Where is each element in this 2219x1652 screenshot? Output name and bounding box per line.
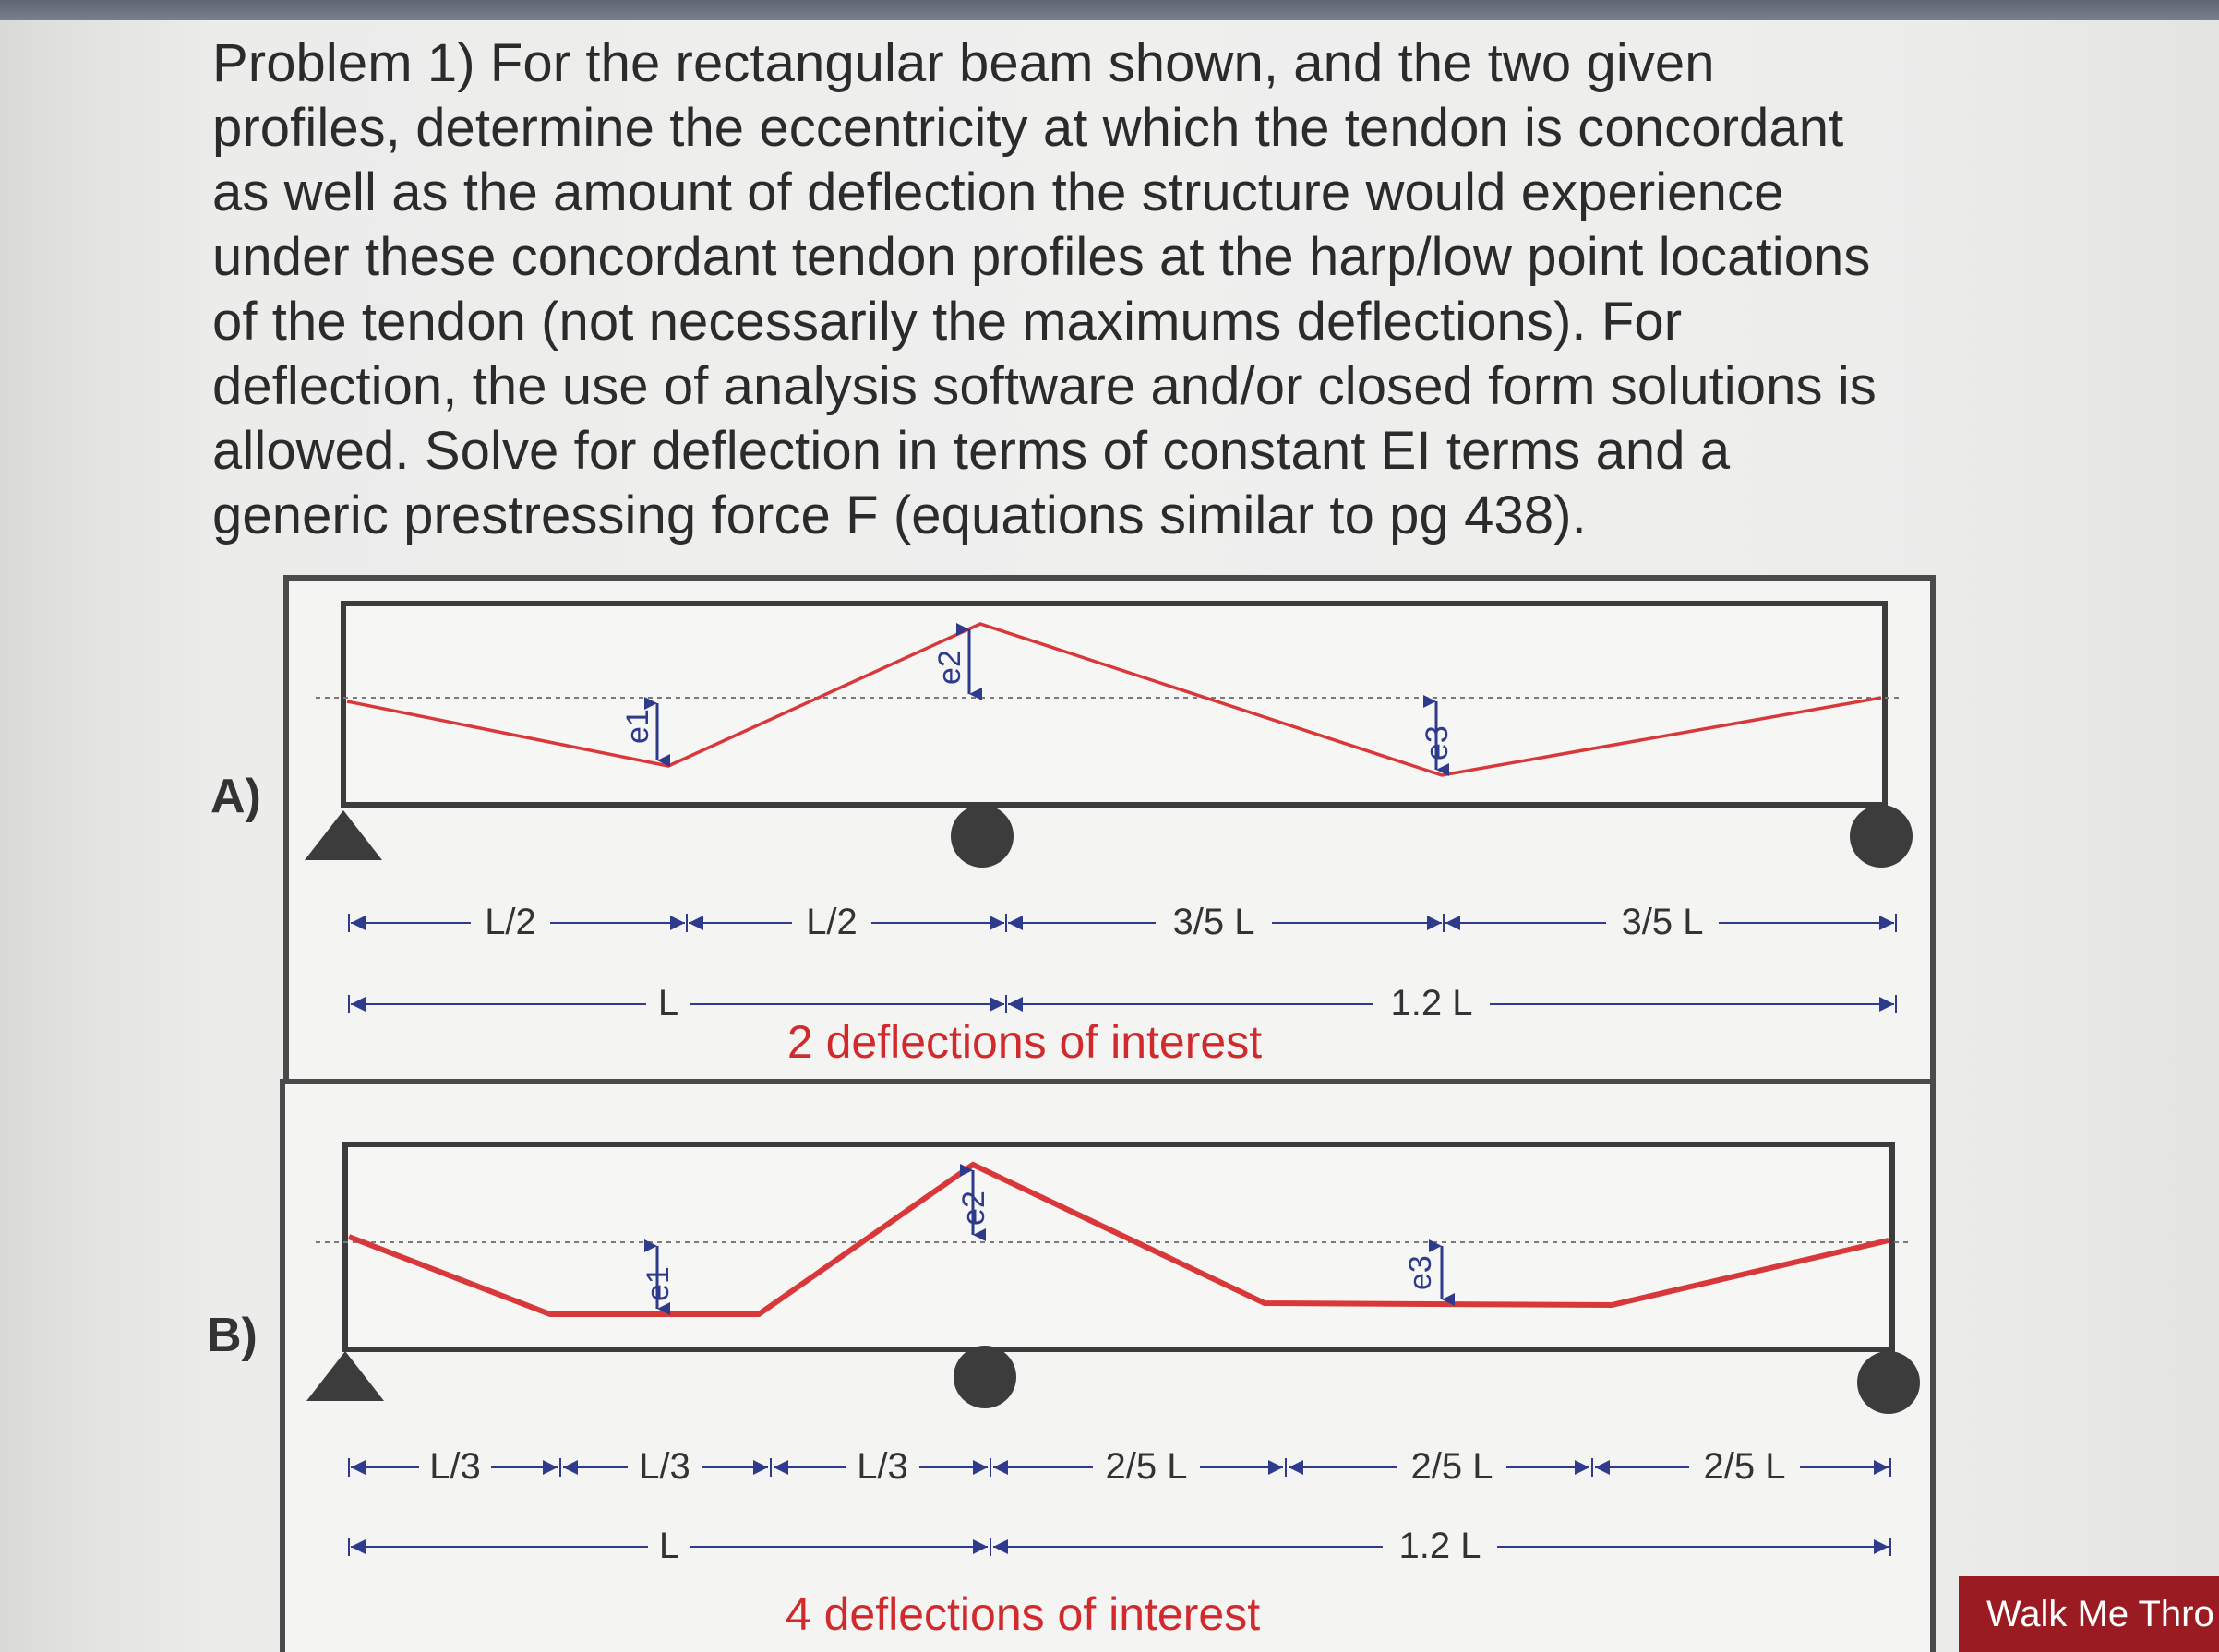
problem-line: generic prestressing force F (equations similar to pg 438). — [212, 485, 1587, 545]
roller-support-a-middle — [951, 805, 1014, 868]
beam-b — [345, 1144, 1892, 1349]
e3-label-a: e3 — [1420, 725, 1455, 760]
dim-a-2: L/2 — [806, 902, 858, 942]
deflections-note-a: 2 deflections of interest — [786, 1016, 1263, 1068]
problem-line: under these concordant tendon profiles at the harp/low point locations — [212, 227, 1871, 287]
e2-label-b: e2 — [956, 1191, 991, 1226]
dim-a-1: L/2 — [485, 902, 536, 942]
problem-line: profiles, determine the eccentricity at which the tendon is concordant — [212, 98, 1844, 158]
dim-a-span-2: 1.2 L — [1390, 983, 1473, 1024]
problem-line: of the tendon (not necessarily the maximums deflections). For — [212, 292, 1683, 352]
dim-b-5: 2/5 L — [1410, 1446, 1493, 1487]
dim-b-2: L/3 — [639, 1446, 690, 1487]
dim-b-1: L/3 — [429, 1446, 481, 1487]
figure-a-label: A) — [210, 770, 261, 823]
problem-line: as well as the amount of deflection the structure would experience — [212, 162, 1784, 222]
dim-b-span-2: 1.2 L — [1398, 1526, 1481, 1566]
dim-a-4: 3/5 L — [1621, 902, 1704, 942]
deflections-note-b: 4 deflections of interest — [785, 1588, 1261, 1640]
e1-label-b: e1 — [641, 1266, 676, 1301]
dim-b-span-1: L — [658, 1526, 680, 1566]
problem-line: Problem 1) For the rectangular beam shown, and the two given — [212, 33, 1715, 93]
dim-b-6: 2/5 L — [1703, 1446, 1786, 1487]
roller-support-b-right — [1857, 1351, 1920, 1414]
beam-a — [343, 604, 1885, 805]
roller-support-b-middle — [954, 1346, 1016, 1408]
e2-label-a: e2 — [932, 650, 967, 685]
e1-label-a: e1 — [620, 709, 655, 744]
dim-b-3: L/3 — [857, 1446, 908, 1487]
problem-line: deflection, the use of analysis software and/or closed form solutions is — [212, 356, 1877, 416]
dim-b-4: 2/5 L — [1105, 1446, 1188, 1487]
roller-support-a-right — [1850, 805, 1913, 868]
walk-me-through-button[interactable]: Walk Me Thro — [1959, 1576, 2219, 1652]
e3-label-b: e3 — [1403, 1255, 1438, 1290]
problem-line: allowed. Solve for deflection in terms of constant EI terms and a — [212, 421, 1731, 481]
figure-b-label: B) — [207, 1309, 258, 1362]
dim-a-3: 3/5 L — [1172, 902, 1255, 942]
dim-a-span-1: L — [657, 983, 679, 1024]
